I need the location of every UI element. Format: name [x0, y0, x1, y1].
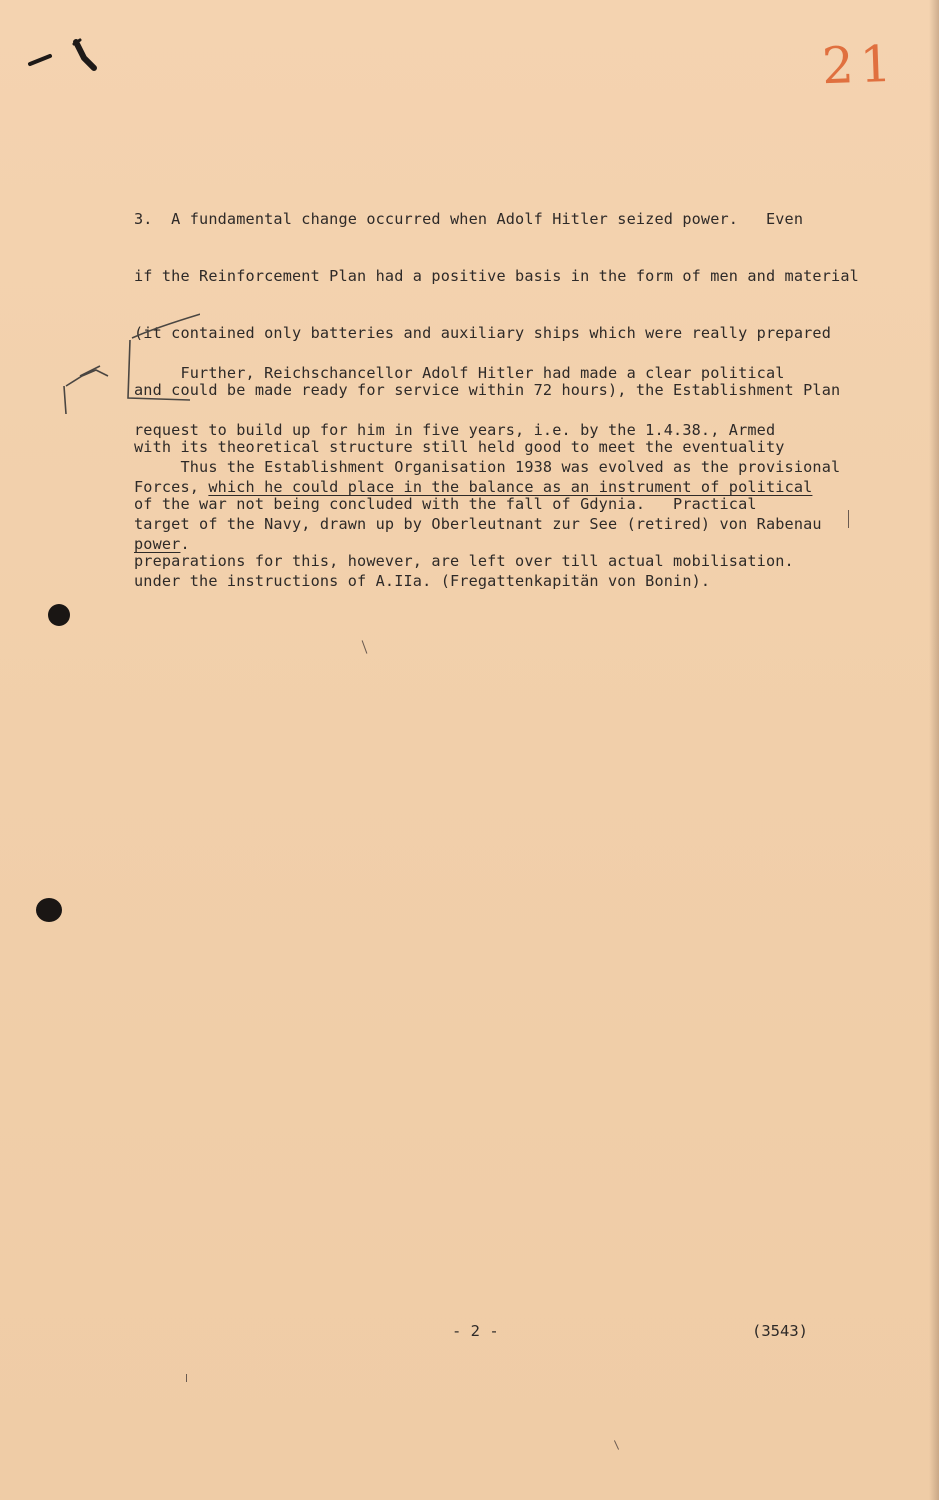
handwritten-corner-mark	[24, 36, 104, 76]
folio-number: 21	[821, 34, 899, 96]
paragraph-thus	[134, 420, 894, 629]
text-line: with its theoretical structure still held good to meet the eventuality	[134, 438, 785, 456]
document-reference: (3543)	[752, 1322, 808, 1340]
text-line: Further, Reichschancellor Adolf Hitler had made a clear political	[134, 364, 785, 382]
text-line: of the war not being concluded with the fall of Gdynia. Practical	[134, 495, 757, 513]
text-line: target of the Navy, drawn up by Oberleutnant zur See (retired) von Rabenau	[134, 515, 822, 533]
text-line: if the Reinforcement Plan had a positive basis in the form of men and material	[134, 267, 859, 285]
text-line: 3. A fundamental change occurred when Adolf Hitler seized power. Even	[134, 210, 804, 228]
text-line: under the instructions of A.IIa. (Fregattenkapitän von Bonin).	[134, 572, 711, 590]
text-line: and could be made ready for service within 72 hours), the Establishment Plan	[134, 381, 841, 399]
text-line: request to build up for him in five years, i.e. by the 1.4.38., Armed	[134, 421, 776, 439]
underlined-text: power	[134, 535, 181, 553]
text-line: (it contained only batteries and auxiliary ships which were really prepared	[134, 324, 832, 342]
page-number: - 2 -	[452, 1322, 499, 1340]
text-fragment: Forces,	[134, 478, 209, 496]
paper-speck	[614, 1440, 619, 1449]
paper-speck	[848, 510, 849, 528]
page-edge-shadow	[929, 0, 939, 1500]
underlined-text: which he could place in the balance as an instrument of political	[208, 478, 813, 496]
punch-hole	[48, 604, 70, 626]
text-line: Thus the Establishment Organisation 1938 was evolved as the provisional	[134, 458, 841, 476]
paper-speck	[362, 640, 368, 653]
text-fragment: .	[180, 535, 190, 553]
paper-speck	[186, 1374, 187, 1382]
text-line: preparations for this, however, are left over till actual mobilisation.	[134, 552, 794, 570]
punch-hole	[36, 898, 62, 922]
